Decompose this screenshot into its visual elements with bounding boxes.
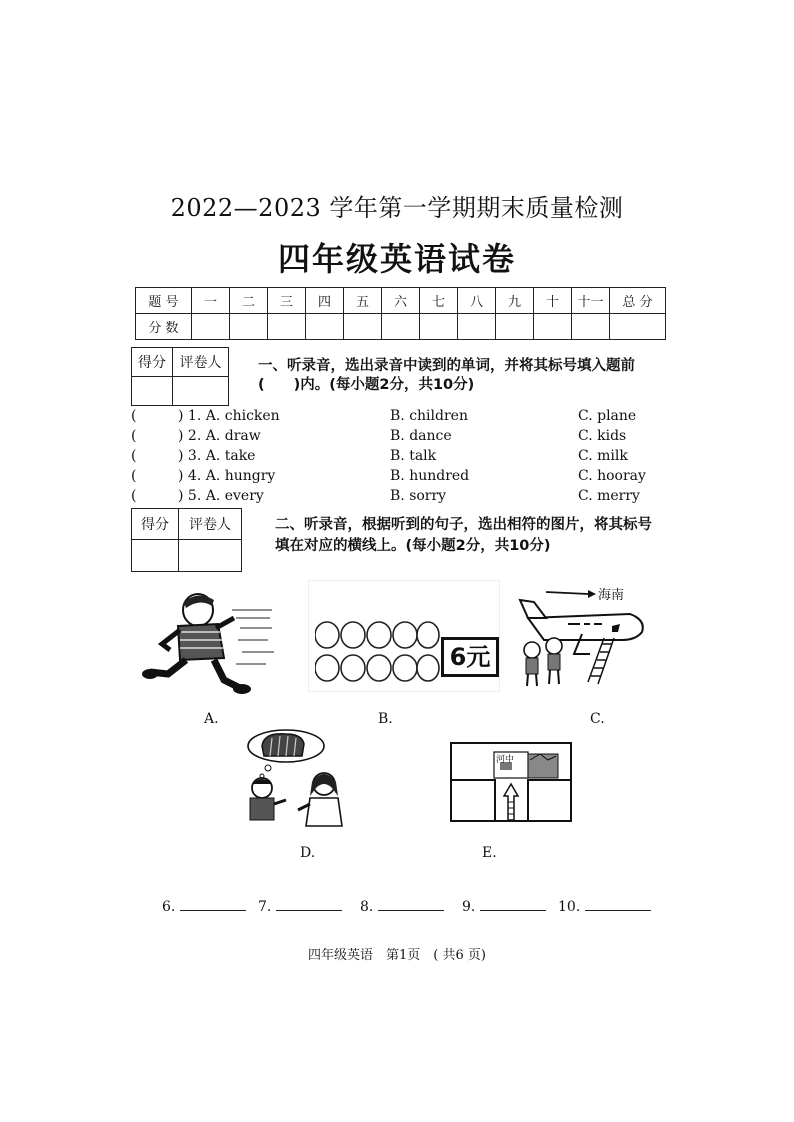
section1-instruction-line2: ( )内。(每小题2分，共10分): [258, 377, 475, 393]
score-cell[interactable]: [306, 314, 344, 340]
exam-title: 2022—2023 学年第一学期期末质量检测: [170, 194, 624, 222]
picture-bread-kids: [240, 726, 365, 830]
score-table-score-row: [136, 314, 666, 340]
question-paren[interactable]: (: [131, 408, 137, 424]
grader-box-1: [131, 347, 229, 406]
score-cell[interactable]: [420, 314, 458, 340]
score-entry[interactable]: [132, 540, 179, 572]
question-paren[interactable]: (: [131, 448, 137, 464]
question-paren[interactable]: (: [131, 428, 137, 444]
answer-blank-9[interactable]: 9.: [462, 896, 546, 915]
picture-label-a: A.: [204, 711, 219, 727]
answer-blank-6[interactable]: 6.: [162, 896, 246, 915]
answer-blank-8[interactable]: 8.: [360, 896, 444, 915]
price-tag: 6元: [441, 637, 499, 677]
picture-label-c: C.: [590, 711, 605, 727]
question-option-c: C. plane: [578, 408, 637, 424]
score-cell[interactable]: [192, 314, 230, 340]
question-paren[interactable]: (: [131, 468, 137, 484]
picture-label-b: B.: [378, 711, 393, 727]
question-option-c: C. kids: [578, 428, 627, 444]
picture-label-d: D.: [300, 845, 316, 861]
score-col-6: 六: [382, 288, 420, 314]
score-col-2: 二: [230, 288, 268, 314]
score-col-4: 四: [306, 288, 344, 314]
section2-instruction-line1: 二、听录音，根据听到的句子，选出相符的图片，将其标号: [275, 517, 652, 533]
grader-label: 评卷人: [179, 509, 242, 540]
question-option-c: C. hooray: [578, 468, 646, 484]
picture-airplane: [518, 580, 648, 692]
picture-eggs: [315, 620, 440, 684]
picture-label-e: E.: [482, 845, 497, 861]
question-option-b: B. sorry: [390, 488, 447, 504]
grader-entry[interactable]: [179, 540, 242, 572]
score-table-header-row: [136, 288, 666, 314]
score-cell[interactable]: [496, 314, 534, 340]
question-option-b: B. children: [390, 408, 468, 424]
page-footer: 四年级英语 第1页 ( 共6 页): [308, 948, 486, 963]
building-sign: 河中: [496, 755, 515, 765]
score-col-total: 总 分: [610, 288, 666, 314]
question-option-c: C. milk: [578, 448, 628, 464]
score-col-5: 五: [344, 288, 382, 314]
grader-box-2: [131, 508, 242, 572]
score-cell[interactable]: [382, 314, 420, 340]
question-option-c: C. merry: [578, 488, 640, 504]
score-col-10: 十: [534, 288, 572, 314]
score-table-row-label: 题 号: [136, 288, 192, 314]
score-cell[interactable]: [610, 314, 666, 340]
answer-blank-10[interactable]: 10.: [558, 896, 651, 915]
exam-subtitle: 四年级英语试卷: [277, 240, 516, 278]
score-cell[interactable]: [458, 314, 496, 340]
score-col-8: 八: [458, 288, 496, 314]
answer-blank-7[interactable]: 7.: [258, 896, 342, 915]
score-cell[interactable]: [344, 314, 382, 340]
score-cell[interactable]: [534, 314, 572, 340]
question-option-b: B. hundred: [390, 468, 470, 484]
score-label: 得分: [132, 509, 179, 540]
grader-label: 评卷人: [173, 348, 229, 377]
section2-instruction-line2: 填在对应的横线上。(每小题2分，共10分): [275, 538, 551, 554]
destination-label: 海南: [598, 588, 625, 603]
section1-instruction-line1: 一、听录音，选出录音中读到的单词，并将其标号填入题前: [258, 358, 635, 374]
grader-entry[interactable]: [173, 377, 229, 406]
score-col-9: 九: [496, 288, 534, 314]
question-option-a: ) 1. A. chicken: [178, 408, 280, 424]
question-option-b: B. dance: [390, 428, 452, 444]
question-option-a: ) 3. A. take: [178, 448, 256, 464]
score-col-7: 七: [420, 288, 458, 314]
score-col-11: 十一: [572, 288, 610, 314]
score-table: [135, 287, 666, 340]
question-option-b: B. talk: [390, 448, 437, 464]
question-option-a: ) 2. A. draw: [178, 428, 261, 444]
question-option-a: ) 5. A. every: [178, 488, 264, 504]
question-option-a: ) 4. A. hungry: [178, 468, 276, 484]
score-cell[interactable]: [268, 314, 306, 340]
picture-running-boy: [140, 588, 275, 696]
score-col-1: 一: [192, 288, 230, 314]
score-cell[interactable]: [230, 314, 268, 340]
score-label: 得分: [132, 348, 173, 377]
question-paren[interactable]: (: [131, 488, 137, 504]
score-table-row-label: 分 数: [136, 314, 192, 340]
score-entry[interactable]: [132, 377, 173, 406]
score-cell[interactable]: [572, 314, 610, 340]
score-col-3: 三: [268, 288, 306, 314]
